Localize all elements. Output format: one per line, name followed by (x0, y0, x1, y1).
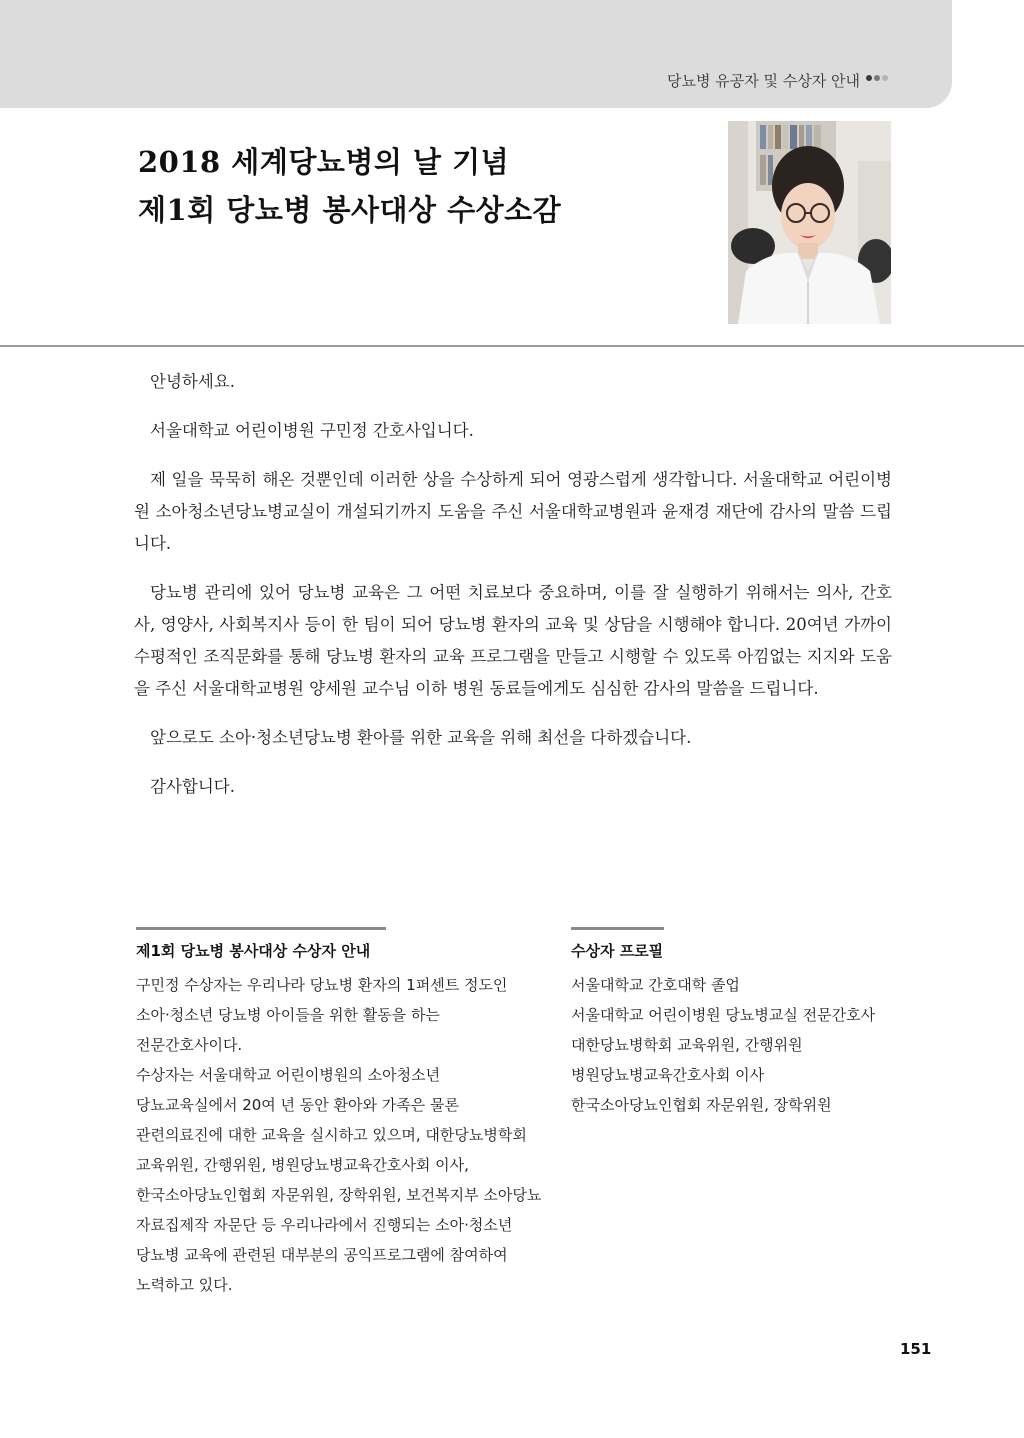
dot-2 (874, 75, 880, 81)
letter-paragraph: 서울대학교 어린이병원 구민정 간호사입니다. (150, 421, 474, 440)
page-number: 151 (900, 1340, 932, 1358)
portrait-illustration (728, 121, 891, 324)
profile-line: 대한당뇨병학회 교육위원, 간행위원 (571, 1036, 803, 1054)
letter-paragraph: 앞으로도 소아·청소년당뇨병 환아를 위한 교육을 위해 최선을 다하겠습니다. (150, 728, 692, 747)
header-band (0, 0, 952, 108)
guide-line: 구민정 수상자는 우리나라 당뇨병 환자의 1퍼센트 정도인 (136, 976, 508, 994)
profile-line: 한국소아당뇨인협회 자문위원, 장학위원 (571, 1096, 832, 1114)
profile-text (571, 970, 901, 1120)
letter-paragraph: 감사합니다. (150, 777, 235, 796)
guide-line: 교육위원, 간행위원, 병원당뇨병교육간호사회 이사, (136, 1156, 469, 1174)
letter-paragraph: 당뇨병 관리에 있어 당뇨병 교육은 그 어떤 치료보다 중요하며, 이를 잘 실행하기 위해서는 의사, 간호사, 영양사, 사회복지사 등이 한 팀이 되어 당뇨병 환자의 교육 및 상담을 시행해야 합니다. 20여년 가까이 수평적인 조직문화를 통해 당뇨병 환자의 교육 프로그램을 만들고 시행할 수 있도록 아낌없는 지지와 도움을 주신 서울대학교병원 양세원 교수님 이하 병원 동료들에게도 심심한 감사의 말씀을 드립니다. (134, 583, 892, 698)
section-label: 당뇨병 유공자 및 수상자 안내 (667, 72, 860, 90)
guide-line: 당뇨교육실에서 20여 년 동안 환아와 가족은 물론 (136, 1096, 460, 1114)
section-dots-icon (866, 75, 888, 81)
profile-line: 서울대학교 어린이병원 당뇨병교실 전문간호사 (571, 1006, 876, 1024)
dot-3 (882, 75, 888, 81)
guide-line: 당뇨병 교육에 관련된 대부분의 공익프로그램에 참여하여 (136, 1246, 508, 1264)
guide-line: 전문간호사이다. (136, 1036, 243, 1054)
page-title (138, 138, 561, 234)
profile-title: 수상자 프로필 (571, 942, 664, 960)
profile-line: 병원당뇨병교육간호사회 이사 (571, 1066, 765, 1084)
guide-line: 관련의료진에 대한 교육을 실시하고 있으며, 대한당뇨병학회 (136, 1126, 527, 1144)
title-line-2: 제1회 당뇨병 봉사대상 수상소감 (138, 193, 562, 227)
dot-1 (866, 75, 872, 81)
guide-line: 노력하고 있다. (136, 1276, 233, 1294)
divider (0, 345, 1024, 347)
title-line-1: 2018 세계당뇨병의 날 기념 (138, 145, 510, 179)
letter-paragraph: 제 일을 묵묵히 해온 것뿐인데 이러한 상을 수상하게 되어 영광스럽게 생각합니다. 서울대학교 어린이병원 소아청소년당뇨병교실이 개설되기까지 도움을 주신 서울대학교병원과 윤재경 재단에 감사의 말씀 드립니다. (134, 470, 892, 553)
guide-text (136, 970, 556, 1300)
guide-line: 소아·청소년 당뇨병 아이들을 위한 활동을 하는 (136, 1006, 440, 1024)
guide-line: 수상자는 서울대학교 어린이병원의 소아청소년 (136, 1066, 441, 1084)
acceptance-letter (134, 366, 892, 820)
guide-line: 한국소아당뇨인협회 자문위원, 장학위원, 보건복지부 소아당뇨 (136, 1186, 542, 1204)
guide-rule (136, 927, 386, 930)
profile-line: 서울대학교 간호대학 졸업 (571, 976, 740, 994)
guide-title: 제1회 당뇨병 봉사대상 수상자 안내 (136, 942, 371, 960)
profile-rule (571, 927, 664, 930)
letter-paragraph: 안녕하세요. (150, 372, 235, 391)
guide-line: 자료집제작 자문단 등 우리나라에서 진행되는 소아·청소년 (136, 1216, 513, 1234)
portrait-photo (728, 121, 891, 324)
